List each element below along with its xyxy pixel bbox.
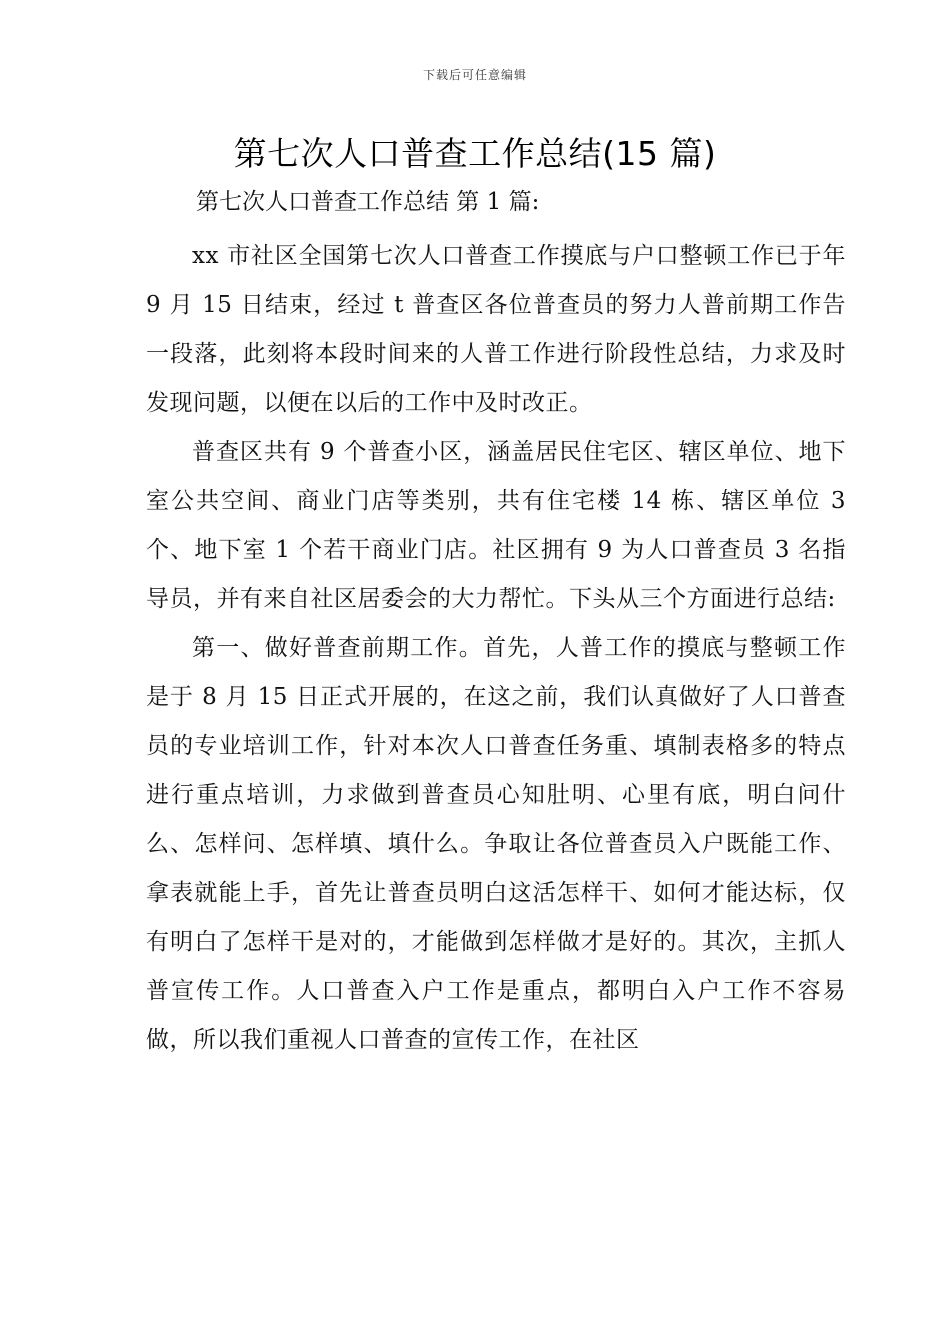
document-subtitle: 第七次人口普查工作总结 第 1 篇: [196,189,540,215]
document-body [146,232,846,1065]
header-note: 下载后可任意编辑 [422,68,527,82]
paragraph-1: xx 市社区全国第七次人口普查工作摸底与户口整顿工作已于年 9 月 15 日结束，经过 t 普查区各位普查员的努力人普前期工作告一段落，此刻将本段时间来的人普工作进行阶段性总结，力求及时发现问题，以便在以后的工作中及时改正。 [146,243,846,416]
document-title: 第七次人口普查工作总结(15 篇) [233,134,717,173]
paragraph-2: 普查区共有 9 个普查小区，涵盖居民住宅区、辖区单位、地下室公共空间、商业门店等类别，共有住宅楼 14 栋、辖区单位 3 个、地下室 1 个若干商业门店。社区拥有 9 为人口普查员 3 名指导员，并有来自社区居委会的大力帮忙。下头从三个方面进行总结: [146,439,846,612]
paragraph-3: 第一、做好普查前期工作。首先，人普工作的摸底与整顿工作是于 8 月 15 日正式开展的，在这之前，我们认真做好了人口普查员的专业培训工作，针对本次人口普查任务重、填制表格多的特点进行重点培训，力求做到普查员心知肚明、心里有底，明白问什么、怎样问、怎样填、填什么。争取让各位普查员入户既能工作、拿表就能上手，首先让普查员明白这活怎样干、如何才能达标，仅有明白了怎样干是对的，才能做到怎样做才是好的。其次，主抓人普宣传工作。人口普查入户工作是重点，都明白入户工作不容易做，所以我们重视人口普查的宣传工作，在社区 [146,635,846,1053]
